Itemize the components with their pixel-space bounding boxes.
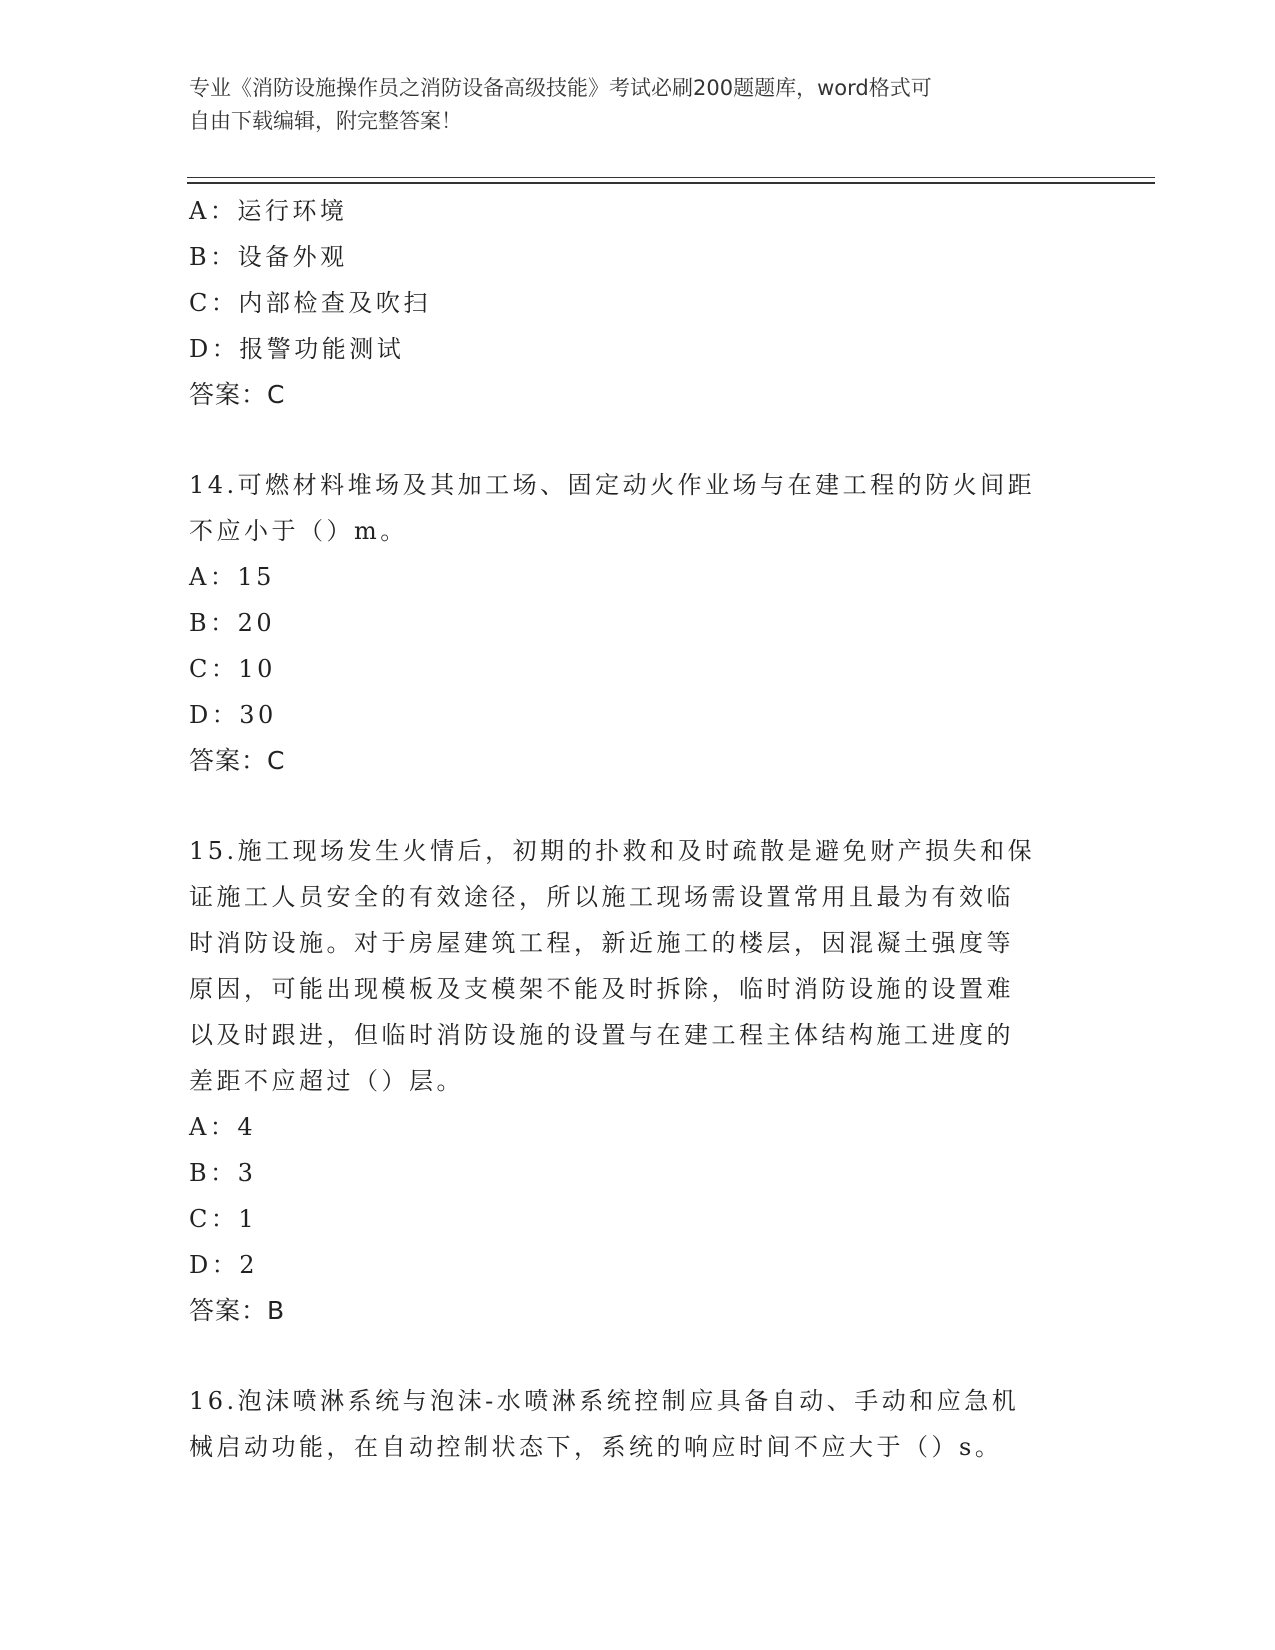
question-text-line: 械启动功能，在自动控制状态下，系统的响应时间不应大于（）s。 xyxy=(189,1433,1003,1461)
question-text-line: 差距不应超过（）层。 xyxy=(189,1067,464,1095)
option-d: D：报警功能测试 xyxy=(189,335,405,363)
option-a: A：运行环境 xyxy=(189,197,348,225)
question-text-line: 原因，可能出现模板及支模架不能及时拆除，临时消防设施的设置难 xyxy=(189,975,1014,1003)
option-d: D：2 xyxy=(189,1251,259,1279)
question-text-line: 时消防设施。对于房屋建筑工程，新近施工的楼层，因混凝土强度等 xyxy=(189,929,1014,957)
question-text-line: 14.可燃材料堆场及其加工场、固定动火作业场与在建工程的防火间距 xyxy=(189,471,1036,499)
question-13-block xyxy=(189,188,1089,418)
question-16-block xyxy=(189,1378,1089,1470)
option-b: B：3 xyxy=(189,1159,257,1187)
option-c: C：10 xyxy=(189,655,276,683)
option-d: D：30 xyxy=(189,701,277,729)
answer: 答案：C xyxy=(189,380,286,409)
header-line-1: 专业《消防设施操作员之消防设备高级技能》考试必刷200题题库，word格式可 xyxy=(189,76,932,100)
option-b: B：设备外观 xyxy=(189,243,348,271)
question-15-block xyxy=(189,828,1089,1334)
question-text-line: 以及时跟进，但临时消防设施的设置与在建工程主体结构施工进度的 xyxy=(189,1021,1014,1049)
answer: 答案：B xyxy=(189,1296,286,1325)
question-text-line: 16.泡沫喷淋系统与泡沫-水喷淋系统控制应具备自动、手动和应急机 xyxy=(189,1387,1020,1415)
header-rule-thin xyxy=(187,177,1155,178)
option-a: A：4 xyxy=(189,1113,257,1141)
header-rule-thick xyxy=(187,182,1155,184)
option-b: B：20 xyxy=(189,609,276,637)
document-header xyxy=(189,72,1069,138)
option-a: A：15 xyxy=(189,563,275,591)
answer: 答案：C xyxy=(189,746,286,775)
question-text-line: 15.施工现场发生火情后，初期的扑救和及时疏散是避免财产损失和保 xyxy=(189,837,1036,865)
option-c: C：1 xyxy=(189,1205,258,1233)
document-body xyxy=(189,188,1089,1470)
question-text-line: 证施工人员安全的有效途径，所以施工现场需设置常用且最为有效临 xyxy=(189,883,1014,911)
question-text-line: 不应小于（）m。 xyxy=(189,517,408,545)
header-line-2: 自由下载编辑，附完整答案！ xyxy=(189,109,462,133)
question-14-block xyxy=(189,462,1089,784)
option-c: C：内部检查及吹扫 xyxy=(189,289,431,317)
